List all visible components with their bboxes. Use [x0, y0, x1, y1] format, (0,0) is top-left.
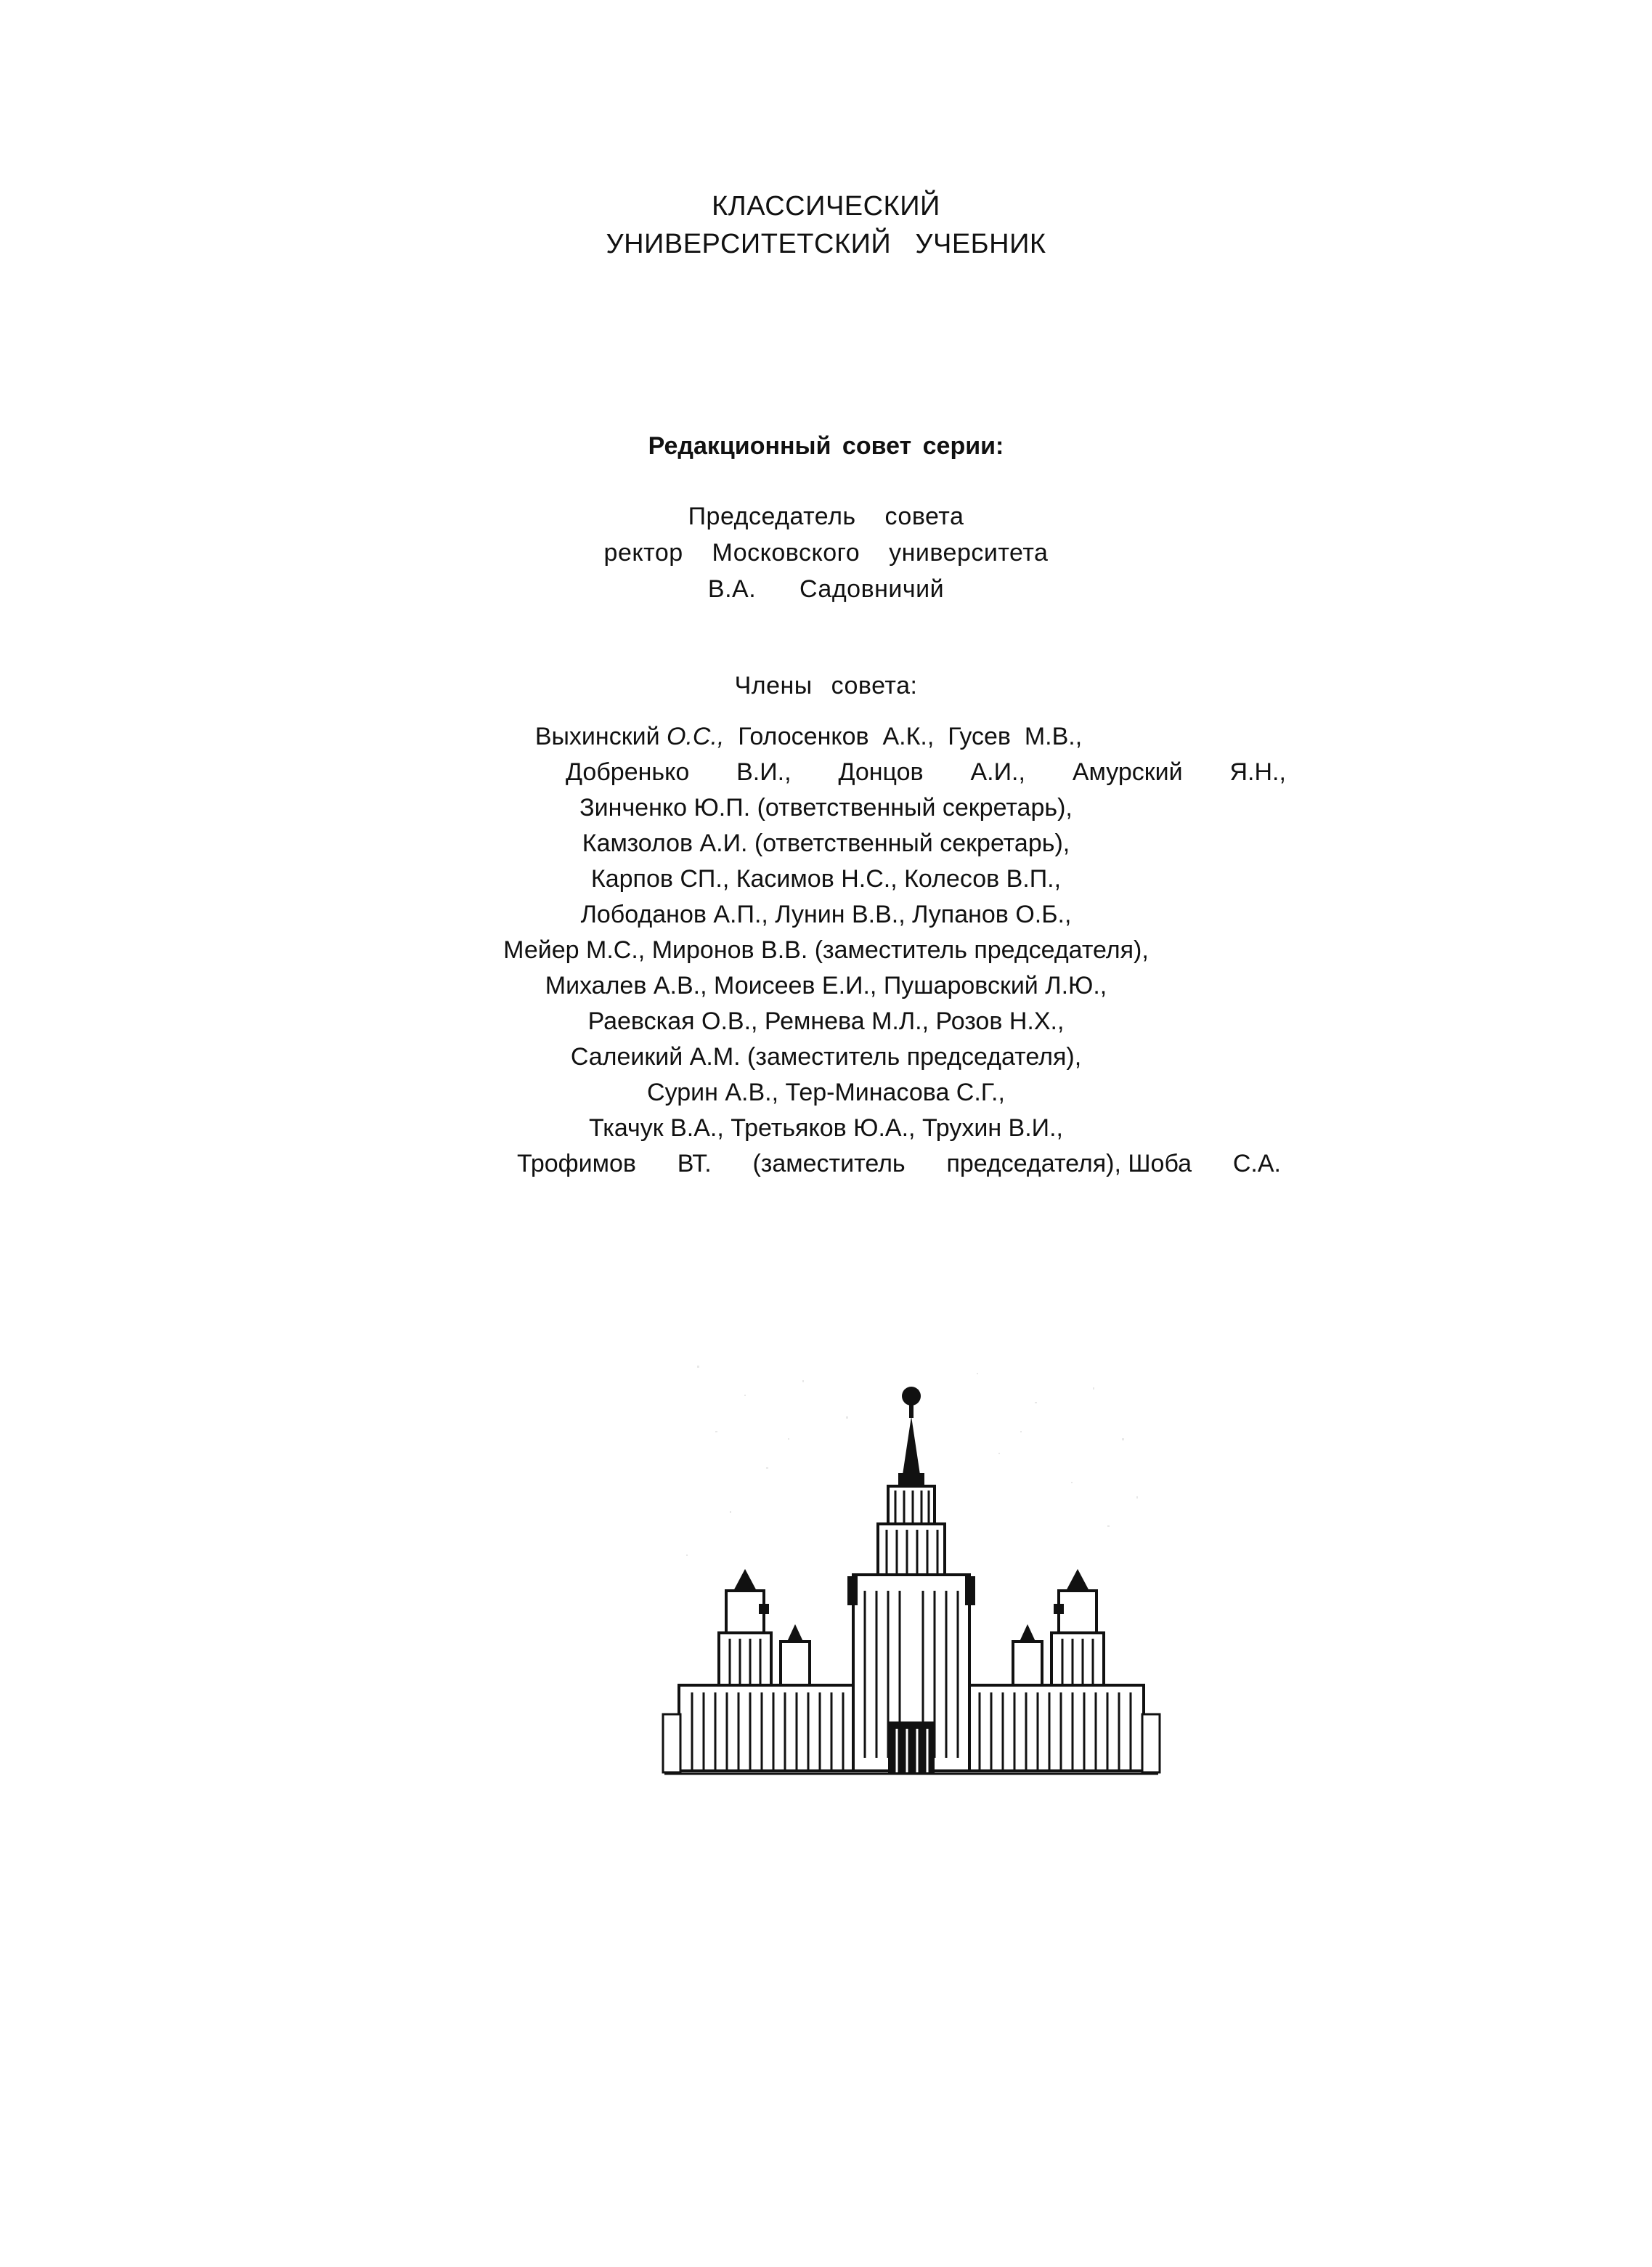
- series-title: [0, 187, 1652, 263]
- chairman-role: Председатель совета: [688, 503, 964, 530]
- member-line: Сурин А.В., Тер-Минасова С.Г.,: [647, 1079, 1005, 1106]
- member-word: ВТ.: [677, 1150, 712, 1177]
- member-word: Амурский: [1072, 758, 1183, 786]
- member-word: Добренько: [566, 758, 690, 786]
- member-line: [517, 1146, 1281, 1182]
- member-name: Выхинский: [534, 723, 667, 750]
- member-word: председателя), Шоба: [946, 1150, 1192, 1177]
- member-word: В.И.,: [736, 758, 792, 786]
- members-heading: Члены совета:: [734, 672, 918, 699]
- member-line: [566, 755, 1286, 790]
- board-chairman: [0, 498, 1652, 607]
- member-line: Мейер М.С., Миронов В.В. (заместитель председателя),: [503, 936, 1149, 964]
- editorial-board-heading: Редакционный совет серии:: [648, 432, 1004, 460]
- member-line: Карпов СП., Касимов Н.С., Колесов В.П.,: [590, 865, 1062, 893]
- member-word: (заместитель: [752, 1150, 906, 1177]
- member-line: [0, 719, 1635, 755]
- member-line: Раевская О.В., Ремнева М.Л., Розов Н.Х.,: [587, 1007, 1065, 1035]
- chairman-position: ректор Московского университета: [603, 539, 1049, 567]
- moscow-university-building-icon: [657, 1351, 1165, 1787]
- member-line: Камзолов А.И. (ответственный секретарь),: [582, 830, 1070, 857]
- member-word: С.А.: [1232, 1150, 1281, 1177]
- member-line: Ткачук В.А., Третьяков Ю.А., Трухин В.И.,: [588, 1114, 1064, 1142]
- series-title-line-1: КЛАССИЧЕСКИЙ: [712, 191, 940, 222]
- member-word: Я.Н.,: [1229, 758, 1286, 786]
- member-line: Лободанов А.П., Лунин В.В., Лупанов О.Б.,: [580, 901, 1072, 928]
- member-line: Салеикий А.М. (заместитель председателя),: [570, 1043, 1082, 1071]
- member-initials: О.С.,: [667, 723, 725, 750]
- member-word: А.И.,: [970, 758, 1025, 786]
- member-line: Михалев А.В., Моисеев Е.И., Пушаровский Л.Ю.,: [545, 972, 1107, 999]
- member-word: Трофимов: [517, 1150, 636, 1177]
- member-word: Донцов: [838, 758, 924, 786]
- members-list: [0, 719, 1652, 1182]
- chairman-name: В.А. Садовничий: [707, 575, 945, 603]
- member-line: Зинченко Ю.П. (ответственный секретарь),: [579, 794, 1073, 822]
- series-title-line-2: УНИВЕРСИТЕТСКИЙ УЧЕБНИК: [606, 229, 1046, 259]
- member-names: Голосенков А.К., Гусев М.В.,: [724, 723, 1083, 750]
